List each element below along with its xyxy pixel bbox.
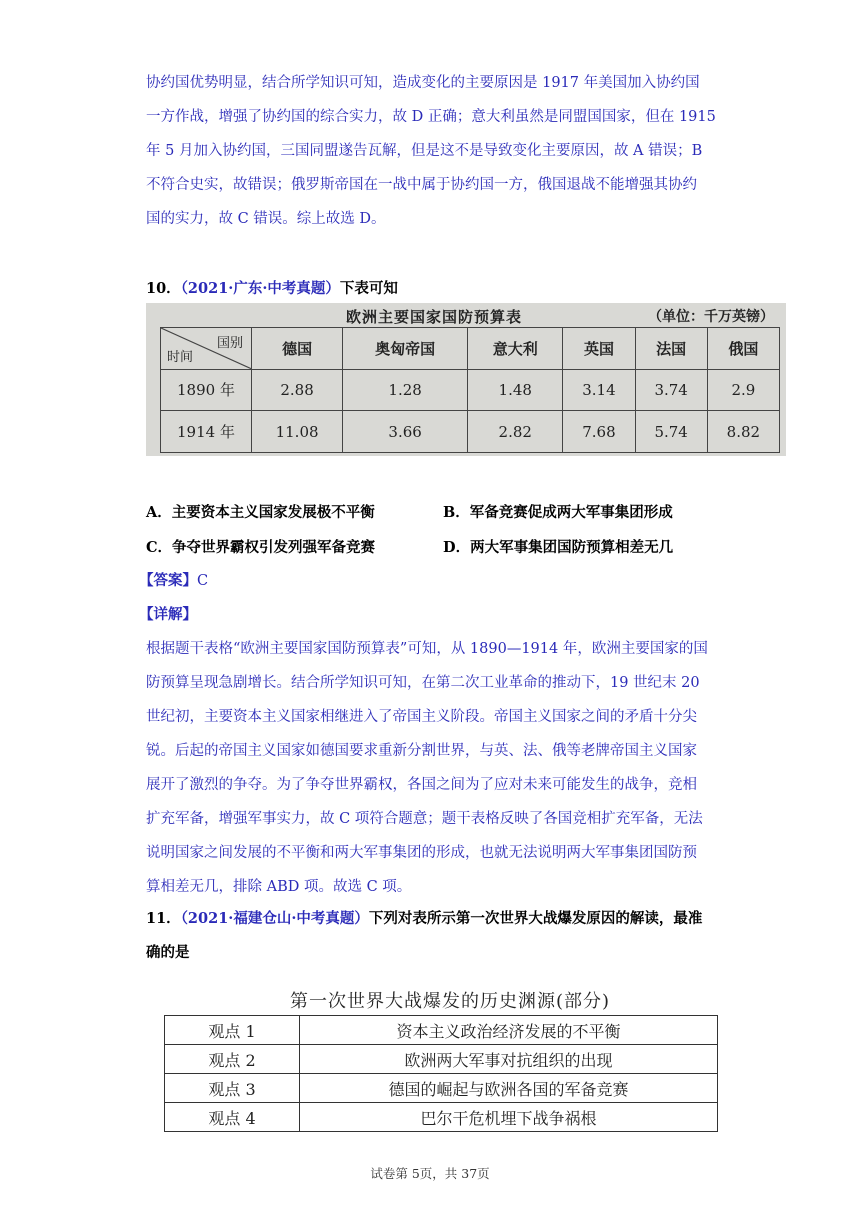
text-line: 协约国优势明显，结合所学知识可知，造成变化的主要原因是 1917 年美国加入协约国 (146, 75, 700, 91)
question-stem: 下列对表所示第一次世界大战爆发原因的解读，最准 (368, 910, 703, 927)
table-unit: （单位：千万英镑） (648, 309, 774, 325)
viewpoint-key: 观点 1 (165, 1016, 300, 1045)
value-cell: 2.82 (468, 411, 563, 453)
value-cell: 3.66 (343, 411, 468, 453)
text-line: 扩充军备，增强军事实力，故 C 项符合题意；题干表格反映了各国竞相扩充军备，无法 (146, 811, 703, 827)
viewpoint-value: 欧洲两大军事对抗组织的出现 (300, 1045, 718, 1074)
country-header: 英国 (563, 328, 635, 370)
option-b: B．军备竞赛促成两大军事集团形成 (443, 504, 673, 521)
answer-line (139, 569, 208, 590)
value-cell: 2.88 (252, 369, 343, 411)
country-header: 奥匈帝国 (343, 328, 468, 370)
value-cell: 5.74 (635, 411, 707, 453)
table-row (161, 369, 780, 411)
text-line: 说明国家之间发展的不平衡和两大军事集团的形成，也就无法说明两大军事集团国防预 (146, 845, 697, 861)
year-cell: 1914 年 (161, 411, 252, 453)
viewpoint-key: 观点 3 (165, 1074, 300, 1103)
corner-bottom-label: 时间 (167, 349, 194, 365)
text-line: 展开了激烈的争夺。为了争夺世界霸权，各国之间为了应对未来可能发生的战争，竞相 (146, 777, 697, 793)
value-cell: 8.82 (707, 411, 779, 453)
answer-value: C (197, 573, 209, 589)
option-d: D．两大军事集团国防预算相差无几 (443, 539, 674, 556)
question-11-header (146, 907, 702, 928)
text-line: 算相差无几，排除 ABD 项。故选 C 项。 (146, 879, 412, 895)
table-title: 欧洲主要国家国防预算表 (346, 308, 523, 326)
viewpoint-key: 观点 2 (165, 1045, 300, 1074)
viewpoint-value: 资本主义政治经济发展的不平衡 (300, 1016, 718, 1045)
value-cell: 3.74 (635, 369, 707, 411)
viewpoints-table (164, 1015, 718, 1132)
text-line: 国的实力，故 C 错误。综上故选 D。 (146, 211, 386, 227)
viewpoint-key: 观点 4 (165, 1103, 300, 1132)
option-c: C．争夺世界霸权引发列强军备竞赛 (146, 539, 376, 556)
viewpoint-value: 巴尔干危机埋下战争祸根 (300, 1103, 718, 1132)
country-header: 俄国 (707, 328, 779, 370)
text-line: 不符合史实，故错误；俄罗斯帝国在一战中属于协约国一方，俄国退战不能增强其协约 (146, 177, 697, 193)
table-row (161, 411, 780, 453)
question-stem-cont: 确的是 (146, 944, 190, 961)
value-cell: 11.08 (252, 411, 343, 453)
text-line: 世纪初，主要资本主义国家相继进入了帝国主义阶段。帝国主义国家之间的矛盾十分尖 (146, 709, 697, 725)
viewpoint-value: 德国的崛起与欧洲各国的军备竞赛 (300, 1074, 718, 1103)
table-row (165, 1103, 718, 1132)
value-cell: 7.68 (563, 411, 635, 453)
table-row (165, 1045, 718, 1074)
text-line: 年 5 月加入协约国，三国同盟遂告瓦解，但是这不是导致变化主要原因，故 A 错误；B (146, 143, 703, 159)
country-header: 意大利 (468, 328, 563, 370)
country-header: 德国 (252, 328, 343, 370)
corner-top-label: 国别 (216, 336, 243, 351)
question-number: 10． (146, 280, 181, 297)
answer-label: 【答案】 (139, 572, 197, 589)
detail-label: 【详解】 (139, 606, 197, 623)
table-row (165, 1016, 718, 1045)
question-source: （2021·福建仓山·中考真题） (180, 910, 369, 927)
corner-cell (161, 328, 252, 370)
question-source: （2021·广东·中考真题） (180, 280, 340, 297)
defense-budget-table (160, 327, 780, 453)
value-cell: 3.14 (563, 369, 635, 411)
table-row (165, 1074, 718, 1103)
page-footer: 试卷第 5页，共 37页 (370, 1166, 490, 1181)
value-cell: 2.9 (707, 369, 779, 411)
defense-budget-table-image (146, 303, 786, 456)
table-title: 第一次世界大战爆发的历史渊源(部分) (290, 991, 611, 1012)
year-cell: 1890 年 (161, 369, 252, 411)
value-cell: 1.48 (468, 369, 563, 411)
question-10-header (146, 277, 398, 298)
text-line: 防预算呈现急剧增长。结合所学知识可知，在第二次工业革命的推动下，19 世纪末 20 (146, 675, 700, 691)
country-header: 法国 (635, 328, 707, 370)
text-line: 锐。后起的帝国主义国家如德国要求重新分割世界，与英、法、俄等老牌帝国主义国家 (146, 743, 697, 759)
question-number: 11． (146, 910, 181, 927)
question-stem: 下表可知 (339, 280, 398, 297)
text-line: 根据题干表格“欧洲主要国家国防预算表”可知，从 1890—1914 年，欧洲主要国家的国 (146, 641, 708, 657)
table-header-row (161, 328, 780, 370)
value-cell: 1.28 (343, 369, 468, 411)
option-a: A．主要资本主义国家发展极不平衡 (146, 504, 375, 521)
text-line: 一方作战，增强了协约国的综合实力，故 D 正确；意大利虽然是同盟国国家，但在 1915 (146, 109, 716, 125)
